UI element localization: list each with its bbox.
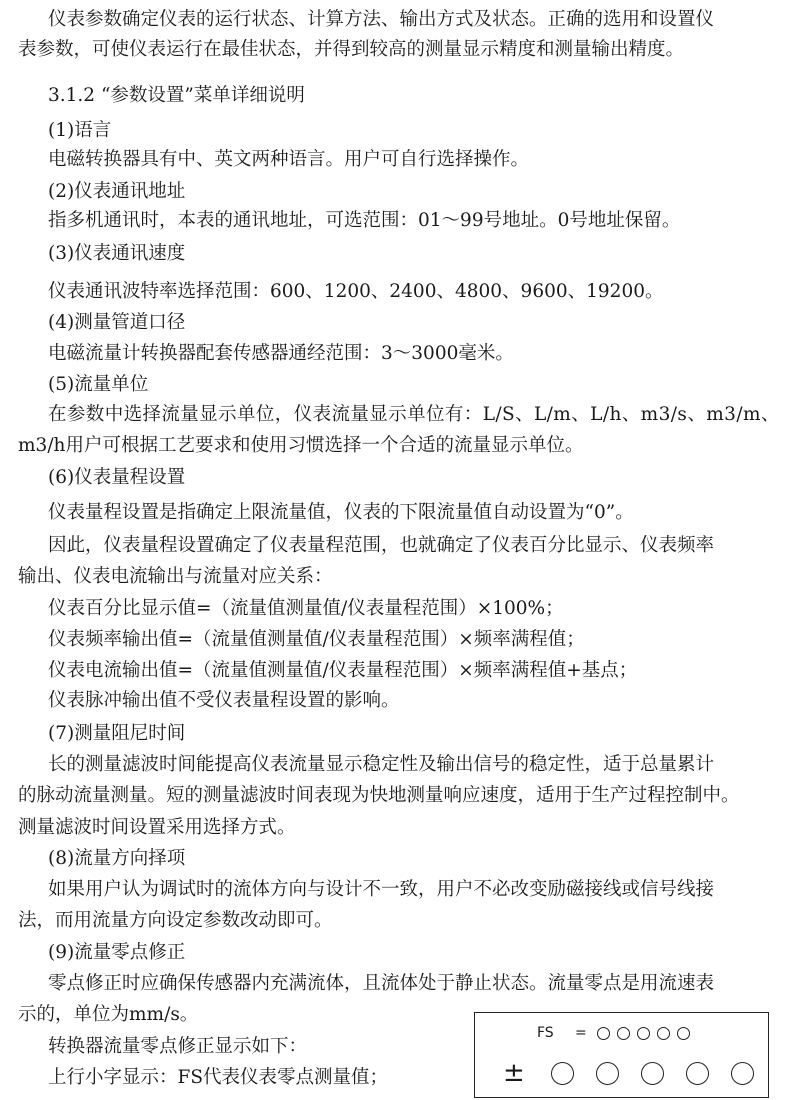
digit-placeholder-icon <box>641 1062 664 1085</box>
formula-line: 仪表百分比显示值=（流量值测量值/仪表量程范围）×100%； <box>48 598 564 619</box>
paragraph-line: 示的，单位为mm/s。 <box>18 1004 199 1025</box>
paragraph-line: 指多机通讯时，本表的通讯地址，可选范围：01～99号地址。0号地址保留。 <box>48 210 681 231</box>
digit-placeholder-icon <box>551 1062 574 1085</box>
digit-placeholder-icon <box>677 1027 690 1040</box>
paragraph-line: 仪表量程设置是指确定上限流量值，仪表的下限流量值自动设置为“0”。 <box>48 502 634 523</box>
digit-placeholder-icon <box>596 1062 619 1085</box>
equals-sign: = <box>575 1025 587 1041</box>
paragraph-line: 仪表通讯波特率选择范围：600、1200、2400、4800、9600、19200。 <box>48 281 664 302</box>
item-heading-range: (6)仪表量程设置 <box>48 467 186 488</box>
zero-display-diagram <box>474 1012 769 1098</box>
paragraph-line: 如果用户认为调试时的流体方向与设计不一致，用户不必改变励磁接线或信号线接 <box>48 879 715 900</box>
item-heading-baud: (3)仪表通讯速度 <box>48 243 186 264</box>
digit-placeholder-icon <box>617 1027 630 1040</box>
digit-placeholder-icon <box>597 1027 610 1040</box>
formula-line: 仪表频率输出值=（流量值测量值/仪表量程范围）×频率满程值； <box>48 629 585 650</box>
section-heading: 3.1.2 “参数设置”菜单详细说明 <box>48 85 305 106</box>
paragraph-line: 法，而用流量方向设定参数改动即可。 <box>18 910 333 931</box>
paragraph-line: 测量滤波时间设置采用选择方式。 <box>18 817 296 838</box>
paragraph-line: 仪表脉冲输出值不受仪表量程设置的影响。 <box>48 690 400 711</box>
digit-placeholder-icon <box>686 1062 709 1085</box>
paragraph-line: 表参数，可使仪表运行在最佳状态，并得到较高的测量显示精度和测量输出精度。 <box>18 39 685 60</box>
paragraph-line: 零点修正时应确保传感器内充满流体，且流体处于静止状态。流量零点是用流速表 <box>48 973 715 994</box>
paragraph-line: 电磁流量计转换器配套传感器通经范围：3～3000毫米。 <box>48 343 514 364</box>
paragraph-line: 在参数中选择流量显示单位，仪表流量显示单位有：L/S、L/m、L/h、m3/s、m3/m、 <box>48 404 780 425</box>
item-heading-diameter: (4)测量管道口径 <box>48 312 186 333</box>
item-heading-zero: (9)流量零点修正 <box>48 942 186 963</box>
digit-placeholder-icon <box>657 1027 670 1040</box>
digit-placeholder-icon <box>637 1027 650 1040</box>
paragraph-line: 的脉动流量测量。短的测量滤波时间表现为快地测量响应速度，适用于生产过程控制中。 <box>18 785 740 806</box>
plus-minus-sign: ± <box>503 1058 525 1088</box>
digit-placeholder-icon <box>731 1062 754 1085</box>
display-top-row <box>537 1021 697 1045</box>
item-heading-address: (2)仪表通讯地址 <box>48 181 186 202</box>
item-heading-damping: (7)测量阻尼时间 <box>48 723 186 744</box>
fs-label: FS <box>537 1025 554 1041</box>
paragraph-line: 因此，仪表量程设置确定了仪表量程范围，也就确定了仪表百分比显示、仪表频率 <box>48 535 715 556</box>
formula-line: 仪表电流输出值=（流量值测量值/仪表量程范围）×频率满程值+基点； <box>48 660 638 681</box>
paragraph-line: 输出、仪表电流输出与流量对应关系： <box>18 566 333 587</box>
paragraph-line: 电磁转换器具有中、英文两种语言。用户可自行选择操作。 <box>48 149 530 170</box>
paragraph-line: 转换器流量零点修正显示如下： <box>48 1036 308 1057</box>
paragraph-line: 长的测量滤波时间能提高仪表流量显示稳定性及输出信号的稳定性，适于总量累计 <box>48 754 715 775</box>
item-heading-language: (1)语言 <box>48 120 112 141</box>
item-heading-direction: (8)流量方向择项 <box>48 848 186 869</box>
paragraph-line: 仪表参数确定仪表的运行状态、计算方法、输出方式及状态。正确的选用和设置仪 <box>48 9 715 30</box>
display-bottom-row <box>503 1055 776 1091</box>
item-heading-unit: (5)流量单位 <box>48 374 149 395</box>
paragraph-line: 上行小字显示：FS代表仪表零点测量值； <box>48 1067 389 1088</box>
paragraph-line: m3/h用户可根据工艺要求和使用习惯选择一个合适的流量显示单位。 <box>18 435 584 456</box>
